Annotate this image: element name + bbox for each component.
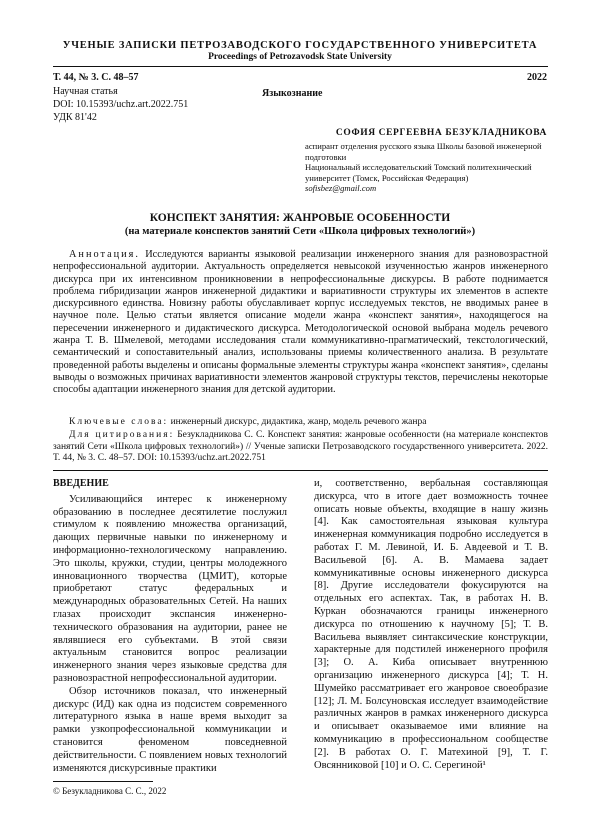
citation-text: Безукладникова С. С. Конспект занятия: жанровые особенности (на материале конспектов занятий Сети «Школа цифровых технологий») // Ученые записки Петрозаводского государственного университета. 2022. Т. 44, № 3. С. 48–57. DOI: 10.15393/uchz.art.2022.751: [53, 430, 548, 463]
paragraph: и, соответственно, вербальная составляющая дискурса, что в итоге дает возможность точнее описать новые объекты, входящие в нашу жизнь [4]. Как самостоятельная языковая культура инженерная коммуникация подробно исследуется в работах Г. М. Левиной, И. Б. Авдеевой и Т. В. Васильевой [6]. А. В. Мамаева задает коммуникативные основы инженерного дискурса [8]. Другие исследователи фокусируются на отдельных его аспектах. Так, в работах Н. В. Куркан обозначаются границы инженерного дискурса по отношению к научному [5]; Т. В. Васильева выявляет синтаксические конструкции, характерные для подстилей инженерного профиля [3]; О. А. Киба описывает внутреннюю организацию инженерного дискурса [4]; Т. Н. Шумейко рассматривает его жанровое своеобразие [12]; Л. М. Болсуновская исследует взаимодействие различных жанров в рамках инженерного дискурса и описывает оказываемое ими влияние на коммуникацию в профессиональном сообществе [2]. В работах О. Г. Матехиной [9], Т. Г. Овсянниковой [10] и О. С. Серегиной¹: [314, 478, 548, 771]
keywords-label: Ключевые слова:: [69, 417, 169, 427]
citation: [53, 430, 548, 465]
paragraph: Усиливающийся интерес к инженерному образованию в последнее десятилетие послужил стимулом к появлению множества организаций, дающих первичные навыки по инженерному и информационно-технологическому направлению. Это школы, кружки, студии, центры молодежного инновационного творчества (ЦМИТ), которые приобретают статус федеральных и международных образовательных Сетей. На наших глазах происходит экспансия инженерно-технического образования на аудитории, ранее не являвшиеся его субъектами. В этой связи актуальным становится вопрос реализации инженерного знания через языковые средства для разновозрастной непрофессиональной аудитории.: [53, 493, 287, 684]
author-email[interactable]: sofisbez@gmail.com: [305, 183, 377, 193]
abstract-label: Аннотация.: [69, 249, 140, 260]
footnote-rule: [53, 781, 153, 782]
article-type: Научная статья: [53, 86, 118, 97]
keywords-text: инженерный дискурс, дидактика, жанр, модель речевого жанра: [170, 417, 427, 427]
left-column: [53, 478, 287, 775]
abstract-text: Исследуются варианты языковой реализации инженерного знания для разновозрастной непрофессиональной аудитории. Актуальность определяется невысокой изученностью жанров инженерного дискурса при их интенсивном проникновении в непрофессиональные дискурсы. В работе поднимается проблема гибридизации жанров инженерной дидактики и вариативности структуры их элементов в аспекте дискурсивного единства. Новизну работы обуславливает корпус исследуемых текстов, не вводимых ранее в научное поле. Целью статьи является описание модели жанра «конспект занятия», находящегося на пересечении инженерного и дидактического дискурса. Методологической основой выбрана модель речевого жанра Т. В. Шмелевой, методами исследования стали коммуникативно-прагматический, текстологический, семантический и сопоставительный анализ, использованы приемы количественного анализа. В результате проведенной работы выделены и описаны формальные элементы структуры жанра «конспект занятия», сделаны выводы о возможных причинах вариативности элементов жанровой структуры текстов, перечислены некоторые способы адаптации инженерного знания для детской аудитории.: [53, 249, 549, 396]
year: 2022: [527, 72, 547, 83]
citation-label: Для цитирования:: [69, 430, 175, 440]
udc: УДК 81'42: [53, 112, 97, 123]
intro-heading: ВВЕДЕНИЕ: [53, 478, 109, 489]
keywords: [53, 416, 548, 428]
doi: DOI: 10.15393/uchz.art.2022.751: [53, 99, 189, 110]
author-name: СОФИЯ СЕРГЕЕВНА БЕЗУКЛАДНИКОВА: [335, 128, 547, 138]
abstract: [53, 249, 548, 397]
journal-title-en: Proceedings of Petrozavodsk State University: [208, 52, 392, 62]
paragraph: Обзор источников показал, что инженерный дискурс (ИД) как одна из подсистем современного литературного языка в наше время выходит за рамки узкопрофессиональной коммуникации и становится феноменом повседневной действительности. С появлением новых технологий изменяются дискурсивные практики: [53, 685, 287, 774]
journal-title-ru: УЧЕНЫЕ ЗАПИСКИ ПЕТРОЗАВОДСКОГО ГОСУДАРСТВЕННОГО УНИВЕРСИТЕТА: [62, 40, 538, 51]
right-column: [314, 478, 548, 772]
volume-info: Т. 44, № 3. С. 48–57: [53, 72, 139, 83]
article-subtitle: (на материале конспектов занятий Сети «Школа цифровых технологий»): [124, 226, 476, 237]
section-name: Языкознание: [262, 88, 323, 99]
article-title: КОНСПЕКТ ЗАНЯТИЯ: ЖАНРОВЫЕ ОСОБЕННОСТИ: [149, 212, 451, 224]
copyright: © Безукладникова С. С., 2022: [53, 786, 167, 796]
header-rule: [53, 66, 548, 67]
author-affiliation: Национальный исследовательский Томский политехнический университет (Томск, Российская Федерация): [305, 162, 532, 183]
author-position: аспирант отделения русского языка Школы базовой инженерной подготовки: [305, 141, 542, 162]
body-rule: [53, 470, 548, 471]
